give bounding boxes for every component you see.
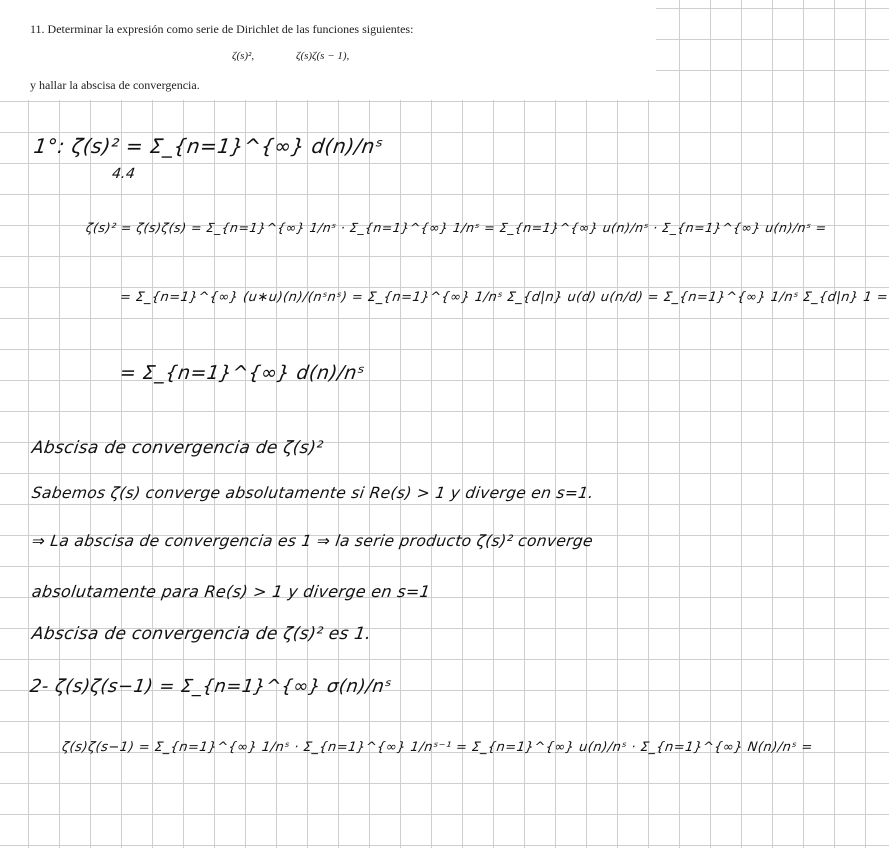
problem-continuation: y hallar la abscisa de convergencia. — [30, 78, 200, 92]
hw-line-6: Sabemos ζ(s) converge absolutamente si Re(s) > 1 y diverge en s=1. — [30, 484, 595, 502]
problem-statement: 11. Determinar la expresión como serie de Dirichlet de las funciones siguientes: — [30, 22, 414, 36]
formula-zeta-product: ζ(s)ζ(s − 1), — [296, 50, 350, 62]
hw-line-9: Abscisa de convergencia de ζ(s)² es 1. — [30, 624, 373, 644]
hw-line-8: absolutamente para Re(s) > 1 y diverge en s=1 — [30, 582, 432, 601]
problem-header — [0, 0, 656, 100]
hw-line-11: ζ(s)ζ(s−1) = Σ_{n=1}^{∞} 1/nˢ · Σ_{n=1}^{∞} 1/nˢ⁻¹ = Σ_{n=1}^{∞} u(n)/nˢ · Σ_{n=1}^{∞} N(n)/nˢ = — [60, 740, 814, 755]
hw-line-7: ⇒ La abscisa de convergencia es 1 ⇒ la serie producto ζ(s)² converge — [30, 532, 595, 550]
hw-line-1-note: 4.4 — [110, 166, 137, 182]
hw-line-3: = Σ_{n=1}^{∞} (u∗u)(n)/(nˢnˢ) = Σ_{n=1}^{∞} 1/nˢ Σ_{d|n} u(d) u(n/d) = Σ_{n=1}^{∞} 1/nˢ Σ_{d|n} 1 = — [118, 290, 889, 305]
formula-zeta-squared: ζ(s)², — [232, 50, 255, 62]
hw-line-5: Abscisa de convergencia de ζ(s)² — [30, 438, 325, 458]
hw-line-10: 2- ζ(s)ζ(s−1) = Σ_{n=1}^{∞} σ(n)/nˢ — [28, 676, 394, 697]
hw-line-1: 1°: ζ(s)² = Σ_{n=1}^{∞} d(n)/nˢ — [32, 134, 385, 158]
hw-line-4: = Σ_{n=1}^{∞} d(n)/nˢ — [118, 362, 367, 384]
hw-line-2: ζ(s)² = ζ(s)ζ(s) = Σ_{n=1}^{∞} 1/nˢ · Σ_{n=1}^{∞} 1/nˢ = Σ_{n=1}^{∞} u(n)/nˢ · Σ_{n=1}^{∞} u(n)/nˢ = — [84, 220, 828, 235]
